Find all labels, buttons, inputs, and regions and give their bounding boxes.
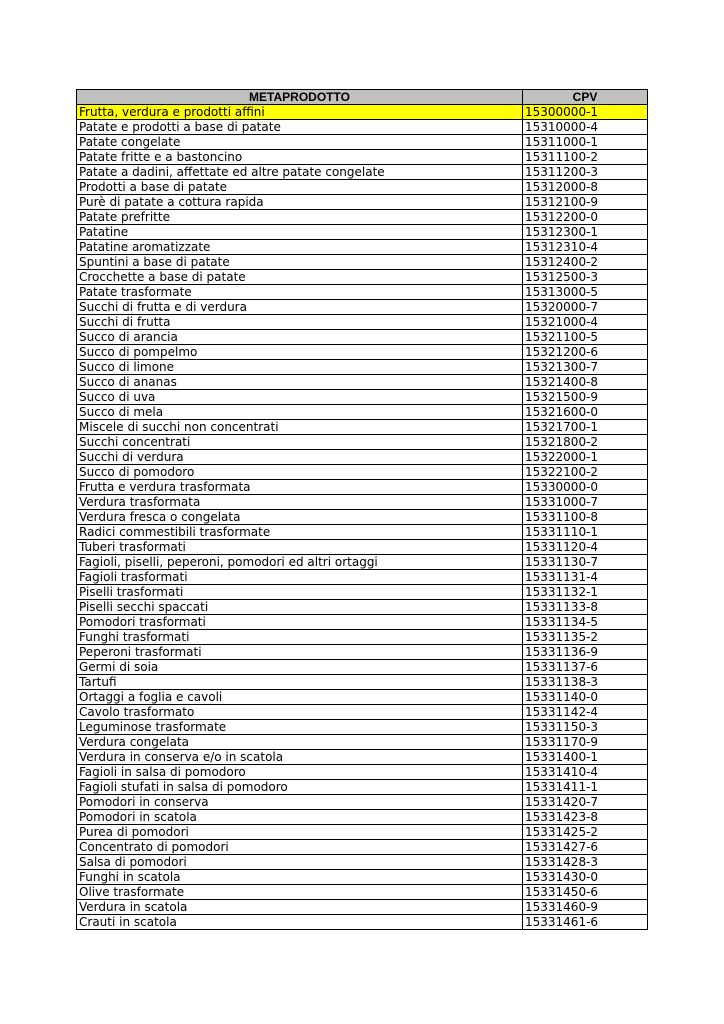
table-row <box>77 735 648 750</box>
metaprodotto-cell: Pomodori in scatola <box>77 810 523 825</box>
cpv-cell: 15312310-4 <box>523 240 648 255</box>
cpv-cell: 15311100-2 <box>523 150 648 165</box>
metaprodotto-cell: Ortaggi a foglia e cavoli <box>77 690 523 705</box>
metaprodotto-cell: Patatine aromatizzate <box>77 240 523 255</box>
cpv-cell: 15321000-4 <box>523 315 648 330</box>
cpv-cell: 15313000-5 <box>523 285 648 300</box>
cpv-cell: 15321400-8 <box>523 375 648 390</box>
cpv-cell: 15331142-4 <box>523 705 648 720</box>
table-row <box>77 270 648 285</box>
table-row <box>77 810 648 825</box>
table-row <box>77 795 648 810</box>
table-row <box>77 885 648 900</box>
cpv-cell: 15331450-6 <box>523 885 648 900</box>
table-row <box>77 690 648 705</box>
metaprodotto-cell: Crauti in scatola <box>77 915 523 930</box>
metaprodotto-cell: Crocchette a base di patate <box>77 270 523 285</box>
cpv-cell: 15331460-9 <box>523 900 648 915</box>
table-row <box>77 120 648 135</box>
metaprodotto-cell: Patate fritte e a bastoncino <box>77 150 523 165</box>
table-row <box>77 180 648 195</box>
metaprodotto-cell: Tuberi trasformati <box>77 540 523 555</box>
cpv-cell: 15331427-6 <box>523 840 648 855</box>
metaprodotto-cell: Succo di uva <box>77 390 523 405</box>
table-row <box>77 375 648 390</box>
cpv-cell: 15322000-1 <box>523 450 648 465</box>
cpv-cell: 15331430-0 <box>523 870 648 885</box>
table-row <box>77 240 648 255</box>
cpv-cell: 15331000-7 <box>523 495 648 510</box>
table-row <box>77 900 648 915</box>
table-row <box>77 480 648 495</box>
metaprodotto-cell: Funghi trasformati <box>77 630 523 645</box>
cpv-cell: 15331170-9 <box>523 735 648 750</box>
table-row <box>77 750 648 765</box>
cpv-cell: 15331130-7 <box>523 555 648 570</box>
cpv-cell: 15321100-5 <box>523 330 648 345</box>
cpv-cell: 15300000-1 <box>523 105 648 120</box>
table-row <box>77 405 648 420</box>
table-row <box>77 210 648 225</box>
table-row <box>77 135 648 150</box>
metaprodotto-cell: Succhi concentrati <box>77 435 523 450</box>
cpv-cell: 15331100-8 <box>523 510 648 525</box>
table-row <box>77 630 648 645</box>
metaprodotto-cell: Frutta e verdura trasformata <box>77 480 523 495</box>
metaprodotto-cell: Cavolo trasformato <box>77 705 523 720</box>
table-row <box>77 360 648 375</box>
cpv-cell: 15330000-0 <box>523 480 648 495</box>
table-body <box>77 105 648 930</box>
cpv-cell: 15321800-2 <box>523 435 648 450</box>
table-row <box>77 285 648 300</box>
cpv-cell: 15331423-8 <box>523 810 648 825</box>
metaprodotto-cell: Peperoni trasformati <box>77 645 523 660</box>
table-header-row <box>77 90 648 105</box>
cpv-cell: 15321200-6 <box>523 345 648 360</box>
metaprodotto-cell: Frutta, verdura e prodotti affini <box>77 105 523 120</box>
metaprodotto-cell: Succo di limone <box>77 360 523 375</box>
metaprodotto-cell: Purè di patate a cottura rapida <box>77 195 523 210</box>
metaprodotto-cell: Succhi di frutta e di verdura <box>77 300 523 315</box>
metaprodotto-cell: Succo di pomodoro <box>77 465 523 480</box>
cpv-cell: 15331137-6 <box>523 660 648 675</box>
cpv-cell: 15331136-9 <box>523 645 648 660</box>
table-row <box>77 825 648 840</box>
table-row <box>77 585 648 600</box>
cpv-cell: 15312100-9 <box>523 195 648 210</box>
cpv-cell: 15331410-4 <box>523 765 648 780</box>
metaprodotto-cell: Patate a dadini, affettate ed altre patate congelate <box>77 165 523 180</box>
table-row <box>77 255 648 270</box>
metaprodotto-cell: Patate congelate <box>77 135 523 150</box>
table-row <box>77 450 648 465</box>
metaprodotto-cell: Patate trasformate <box>77 285 523 300</box>
metaprodotto-cell: Pomodori in conserva <box>77 795 523 810</box>
cpv-cell: 15321300-7 <box>523 360 648 375</box>
metaprodotto-cell: Fagioli trasformati <box>77 570 523 585</box>
cpv-cell: 15321700-1 <box>523 420 648 435</box>
metaprodotto-cell: Salsa di pomodori <box>77 855 523 870</box>
cpv-cell: 15311200-3 <box>523 165 648 180</box>
cpv-cell: 15331134-5 <box>523 615 648 630</box>
metaprodotto-cell: Succhi di frutta <box>77 315 523 330</box>
cpv-cell: 15331400-1 <box>523 750 648 765</box>
metaprodotto-cell: Leguminose trasformate <box>77 720 523 735</box>
table-row <box>77 390 648 405</box>
table-row <box>77 675 648 690</box>
table-row <box>77 705 648 720</box>
metaprodotto-cell: Succo di pompelmo <box>77 345 523 360</box>
metaprodotto-cell: Fagioli stufati in salsa di pomodoro <box>77 780 523 795</box>
table-row <box>77 840 648 855</box>
metaprodotto-cell: Funghi in scatola <box>77 870 523 885</box>
cpv-cell: 15331140-0 <box>523 690 648 705</box>
table-row <box>77 195 648 210</box>
metaprodotto-cell: Piselli trasformati <box>77 585 523 600</box>
table-row <box>77 225 648 240</box>
table-row <box>77 570 648 585</box>
cpv-cell: 15311000-1 <box>523 135 648 150</box>
metaprodotto-cell: Verdura trasformata <box>77 495 523 510</box>
cpv-cell: 15312200-0 <box>523 210 648 225</box>
metaprodotto-cell: Fagioli, piselli, peperoni, pomodori ed altri ortaggi <box>77 555 523 570</box>
cpv-cell: 15331420-7 <box>523 795 648 810</box>
cpv-cell: 15312500-3 <box>523 270 648 285</box>
table-row <box>77 420 648 435</box>
cpv-cell: 15321500-9 <box>523 390 648 405</box>
metaprodotto-cell: Miscele di succhi non concentrati <box>77 420 523 435</box>
table-row <box>77 855 648 870</box>
cpv-table <box>76 89 648 930</box>
metaprodotto-cell: Spuntini a base di patate <box>77 255 523 270</box>
table-row <box>77 345 648 360</box>
table-row <box>77 780 648 795</box>
metaprodotto-cell: Fagioli in salsa di pomodoro <box>77 765 523 780</box>
table-row <box>77 105 648 120</box>
metaprodotto-cell: Patatine <box>77 225 523 240</box>
cpv-cell: 15331428-3 <box>523 855 648 870</box>
table-row <box>77 915 648 930</box>
metaprodotto-cell: Piselli secchi spaccati <box>77 600 523 615</box>
metaprodotto-cell: Verdura in conserva e/o in scatola <box>77 750 523 765</box>
table-row <box>77 525 648 540</box>
cpv-cell: 15310000-4 <box>523 120 648 135</box>
cpv-cell: 15331461-6 <box>523 915 648 930</box>
table-row <box>77 495 648 510</box>
cpv-cell: 15331150-3 <box>523 720 648 735</box>
table-row <box>77 615 648 630</box>
table-row <box>77 165 648 180</box>
cpv-cell: 15331411-1 <box>523 780 648 795</box>
metaprodotto-cell: Olive trasformate <box>77 885 523 900</box>
table-row <box>77 315 648 330</box>
cpv-cell: 15331110-1 <box>523 525 648 540</box>
metaprodotto-cell: Verdura fresca o congelata <box>77 510 523 525</box>
cpv-cell: 15331131-4 <box>523 570 648 585</box>
metaprodotto-cell: Patate e prodotti a base di patate <box>77 120 523 135</box>
table-row <box>77 435 648 450</box>
metaprodotto-cell: Succo di mela <box>77 405 523 420</box>
table-row <box>77 555 648 570</box>
cpv-cell: 15312400-2 <box>523 255 648 270</box>
metaprodotto-cell: Concentrato di pomodori <box>77 840 523 855</box>
table-row <box>77 660 648 675</box>
table-row <box>77 510 648 525</box>
table-row <box>77 150 648 165</box>
cpv-cell: 15320000-7 <box>523 300 648 315</box>
metaprodotto-cell: Prodotti a base di patate <box>77 180 523 195</box>
cpv-cell: 15322100-2 <box>523 465 648 480</box>
table-row <box>77 870 648 885</box>
metaprodotto-cell: Pomodori trasformati <box>77 615 523 630</box>
cpv-cell: 15331120-4 <box>523 540 648 555</box>
table-row <box>77 600 648 615</box>
cpv-cell: 15331135-2 <box>523 630 648 645</box>
metaprodotto-cell: Purea di pomodori <box>77 825 523 840</box>
metaprodotto-cell: Verdura in scatola <box>77 900 523 915</box>
metaprodotto-cell: Verdura congelata <box>77 735 523 750</box>
table-row <box>77 540 648 555</box>
cpv-cell: 15331138-3 <box>523 675 648 690</box>
metaprodotto-cell: Tartufi <box>77 675 523 690</box>
header-metaprodotto: METAPRODOTTO <box>77 90 523 105</box>
cpv-cell: 15312000-8 <box>523 180 648 195</box>
cpv-cell: 15331425-2 <box>523 825 648 840</box>
cpv-cell: 15321600-0 <box>523 405 648 420</box>
metaprodotto-cell: Germi di soia <box>77 660 523 675</box>
metaprodotto-cell: Succhi di verdura <box>77 450 523 465</box>
table-row <box>77 330 648 345</box>
metaprodotto-cell: Patate prefritte <box>77 210 523 225</box>
header-cpv: CPV <box>523 90 648 105</box>
cpv-cell: 15312300-1 <box>523 225 648 240</box>
table-row <box>77 300 648 315</box>
table-row <box>77 720 648 735</box>
cpv-cell: 15331133-8 <box>523 600 648 615</box>
metaprodotto-cell: Succo di ananas <box>77 375 523 390</box>
table-row <box>77 765 648 780</box>
metaprodotto-cell: Radici commestibili trasformate <box>77 525 523 540</box>
metaprodotto-cell: Succo di arancia <box>77 330 523 345</box>
table-row <box>77 645 648 660</box>
table-row <box>77 465 648 480</box>
cpv-cell: 15331132-1 <box>523 585 648 600</box>
